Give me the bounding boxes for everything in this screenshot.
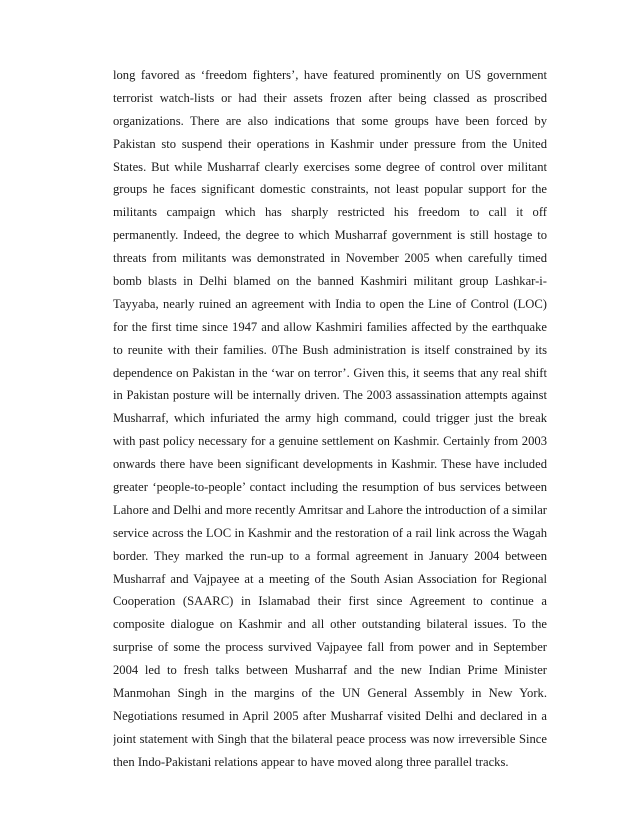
text-line: with past policy necessary for a genuine settlement on Kashmir. Certainly from 2003: [113, 434, 547, 449]
text-line: Lahore and Delhi and more recently Amritsar and Lahore the introduction of a similar: [113, 502, 547, 517]
text-line: border. They marked the run-up to a formal agreement in January 2004 between: [113, 548, 547, 563]
text-line: to reunite with their families. 0The Bush administration is itself constrained by its: [113, 342, 547, 357]
text-line: Musharraf, which infuriated the army high command, could trigger just the break: [113, 411, 547, 426]
text-line: then Indo-Pakistani relations appear to have moved along three parallel tracks.: [113, 754, 509, 769]
text-line: threats from militants was demonstrated in November 2005 when carefully timed: [113, 251, 547, 266]
text-line: composite dialogue on Kashmir and all other outstanding bilateral issues. To the: [113, 617, 547, 632]
text-line: Pakistan sto suspend their operations in Kashmir under pressure from the United: [113, 136, 547, 151]
text-line: long favored as ‘freedom fighters’, have featured prominently on US government: [113, 68, 547, 82]
text-line: bomb blasts in Delhi blamed on the banned Kashmiri militant group Lashkar-i-: [113, 274, 547, 289]
text-line: Negotiations resumed in April 2005 after Musharraf visited Delhi and declared in a: [113, 708, 547, 723]
text-line: militants campaign which has sharply restricted his freedom to call it off: [113, 205, 547, 220]
body-paragraph: [113, 64, 547, 774]
text-line: Manmohan Singh in the margins of the UN General Assembly in New York.: [113, 686, 547, 701]
text-line: for the first time since 1947 and allow Kashmiri families affected by the earthquake: [113, 319, 547, 334]
text-line: Musharraf and Vajpayee at a meeting of the South Asian Association for Regional: [113, 571, 547, 586]
text-line: organizations. There are also indications that some groups have been forced by: [113, 113, 547, 128]
text-line: joint statement with Singh that the bilateral peace process was now irreversible Since: [113, 731, 547, 746]
text-line: Cooperation (SAARC) in Islamabad their first since Agreement to continue a: [113, 594, 547, 609]
text-line: dependence on Pakistan in the ‘war on terror’. Given this, it seems that any real shift: [113, 365, 547, 380]
text-line: Tayyaba, nearly ruined an agreement with India to open the Line of Control (LOC): [113, 296, 547, 311]
text-line: service across the LOC in Kashmir and the restoration of a rail link across the Wagah: [113, 525, 547, 540]
text-line: States. But while Musharraf clearly exercises some degree of control over militant: [113, 159, 547, 174]
text-line: greater ‘people-to-people’ contact including the resumption of bus services between: [113, 480, 547, 495]
text-line: in Pakistan posture will be internally driven. The 2003 assassination attempts against: [113, 388, 547, 403]
text-line: 2004 led to fresh talks between Musharraf and the new Indian Prime Minister: [113, 663, 547, 678]
text-line: onwards there have been significant developments in Kashmir. These have included: [113, 457, 547, 472]
text-line: terrorist watch-lists or had their assets frozen after being classed as proscribed: [113, 90, 547, 105]
text-line: permanently. Indeed, the degree to which Musharraf government is still hostage to: [113, 228, 547, 243]
text-line: groups he faces significant domestic constraints, not least popular support for the: [113, 182, 547, 197]
text-line: surprise of some the process survived Vajpayee fall from power and in September: [113, 640, 547, 655]
